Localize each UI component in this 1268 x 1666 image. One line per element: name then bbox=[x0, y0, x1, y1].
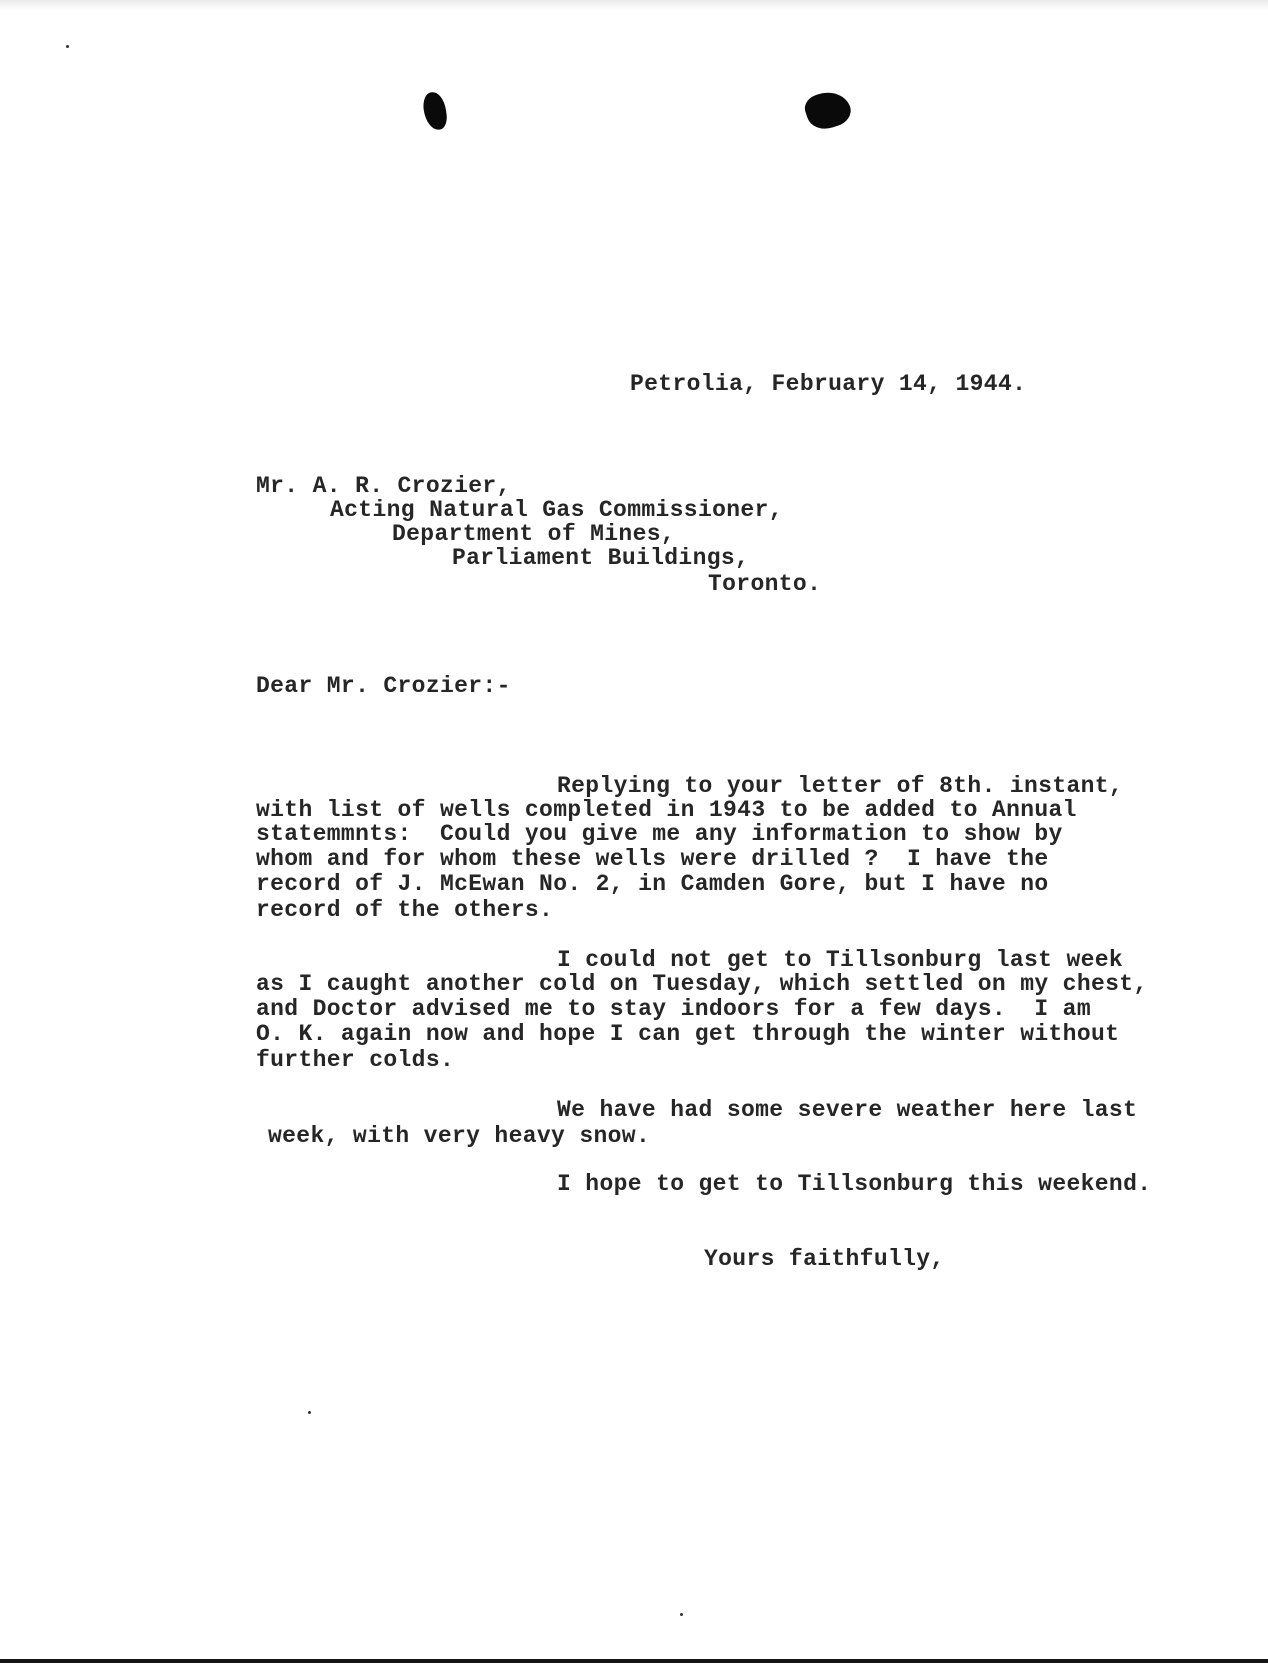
body-line: record of the others. bbox=[256, 897, 554, 923]
addressee-city: Toronto. bbox=[708, 571, 822, 597]
scan-speck bbox=[308, 1411, 311, 1414]
body-line: We have had some severe weather here last bbox=[557, 1097, 1138, 1123]
body-line: I hope to get to Tillsonburg this weekend. bbox=[557, 1171, 1152, 1197]
addressee-name: Mr. A. R. Crozier, bbox=[256, 473, 511, 499]
body-line: Replying to your letter of 8th. instant, bbox=[557, 773, 1124, 799]
scan-speck bbox=[66, 45, 69, 48]
dateline: Petrolia, February 14, 1944. bbox=[630, 371, 1027, 397]
scan-top-edge bbox=[0, 0, 1268, 10]
body-line: and Doctor advised me to stay indoors for a few days. I am bbox=[256, 996, 1091, 1022]
body-line: I could not get to Tillsonburg last week bbox=[557, 947, 1124, 973]
scan-speck bbox=[680, 1613, 683, 1616]
addressee-title: Acting Natural Gas Commissioner, bbox=[330, 497, 783, 523]
body-line: whom and for whom these wells were drilled ? I have the bbox=[256, 846, 1049, 872]
addressee-department: Department of Mines, bbox=[392, 521, 676, 547]
body-line: further colds. bbox=[256, 1047, 455, 1073]
body-line: as I caught another cold on Tuesday, which settled on my chest, bbox=[256, 971, 1148, 997]
scan-bottom-edge bbox=[0, 1659, 1268, 1663]
salutation: Dear Mr. Crozier:- bbox=[256, 673, 511, 699]
body-line: week, with very heavy snow. bbox=[268, 1123, 651, 1149]
addressee-building: Parliament Buildings, bbox=[452, 545, 750, 571]
body-line: with list of wells completed in 1943 to be added to Annual bbox=[256, 797, 1077, 823]
body-line: O. K. again now and hope I can get through the winter without bbox=[256, 1021, 1120, 1047]
body-line: statemmnts: Could you give me any information to show by bbox=[256, 821, 1063, 847]
punch-hole-right bbox=[802, 86, 855, 134]
closing: Yours faithfully, bbox=[704, 1246, 945, 1272]
body-line: record of J. McEwan No. 2, in Camden Gore, but I have no bbox=[256, 871, 1049, 897]
punch-hole-left bbox=[421, 91, 448, 132]
